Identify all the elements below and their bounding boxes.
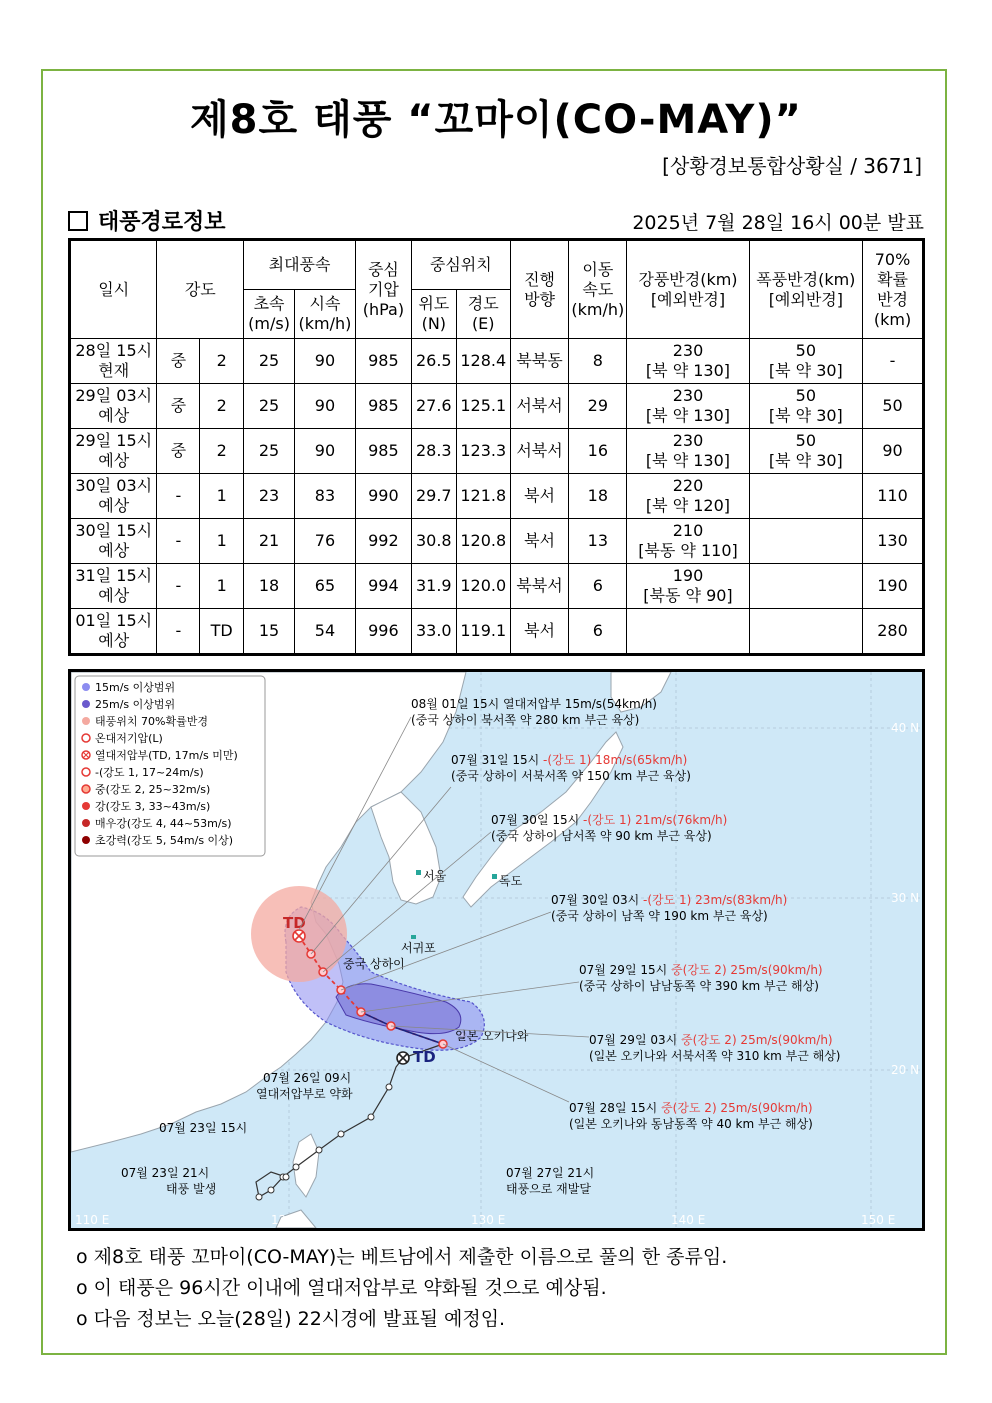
- row-type: 예상: [98, 541, 130, 560]
- header-max-wind: 최대풍속: [244, 240, 356, 290]
- legend-extratropical: 온대저기압(L): [95, 732, 163, 745]
- legend-grade-2: 중(강도 2, 25~32m/s): [95, 783, 211, 796]
- annotation-0730-15: 07월 30일 15시 -(강도 1) 21m/s(76km/h): [491, 813, 728, 827]
- annotation-0730-15-sub: (중국 상하이 남서쪽 약 90 km 부근 육상): [491, 829, 712, 843]
- row-storm: 50: [795, 341, 817, 360]
- map-legend: [75, 676, 265, 856]
- legend-grade-4: 매우강(강도 4, 44~53m/s): [95, 817, 232, 830]
- legend-15ms: 15m/s 이상범위: [95, 681, 176, 694]
- storm-radius-cell: [749, 384, 862, 429]
- strong-radius-cell: [627, 429, 749, 474]
- probability-cell: 110: [863, 474, 924, 519]
- table-row: [70, 564, 924, 609]
- legend-grade-1: -(강도 1, 17~24m/s): [95, 766, 204, 779]
- level-cell: 1: [200, 474, 244, 519]
- row-date: 29일 03시: [75, 386, 153, 405]
- level-cell: 2: [200, 339, 244, 384]
- legend-probability: 태풍위치 70%확률반경: [95, 715, 208, 728]
- table-body: [70, 339, 924, 655]
- row-type: 예상: [98, 451, 130, 470]
- note-1: o 제8호 태풍 꼬마이(CO-MAY)는 베트남에서 제출한 이름으로 풀의 한 종류임.: [76, 1246, 728, 1268]
- level-cell: 2: [200, 429, 244, 474]
- past-0727: 07월 27일 21시: [506, 1166, 595, 1180]
- lon-cell: 125.1: [456, 384, 510, 429]
- lon-label-120: 120 E: [271, 1213, 306, 1227]
- pressure-cell: 985: [355, 384, 411, 429]
- table-row: [70, 609, 924, 655]
- row-date: 28일 15시: [75, 341, 153, 360]
- past-0723-21-sub: 태풍 발생: [166, 1182, 217, 1196]
- place-dokdo: 독도: [499, 874, 523, 888]
- row-date: 30일 03시: [75, 476, 153, 495]
- kmh-cell: 90: [295, 384, 356, 429]
- row-type: 예상: [98, 586, 130, 605]
- issued-time: 2025년 7월 28일 16시 00분 발표: [632, 212, 924, 234]
- grade-cell: 중: [157, 339, 200, 384]
- header-strong-radius: 강풍반경(km) [예외반경]: [627, 240, 749, 339]
- storm-radius-cell: [749, 564, 862, 609]
- legend-25ms: 25m/s 이상범위: [95, 698, 176, 711]
- notes: [76, 1242, 727, 1335]
- row-type: 예상: [98, 496, 130, 515]
- annotation-0730-03: 07월 30일 03시 -(강도 1) 23m/s(83km/h): [551, 893, 788, 907]
- kmh-cell: 54: [295, 609, 356, 655]
- row-strong-ex: [북 약 130]: [645, 406, 731, 425]
- kmh-cell: 76: [295, 519, 356, 564]
- lon-label-110: 110 E: [75, 1213, 110, 1227]
- lat-cell: 27.6: [411, 384, 456, 429]
- strong-radius-cell: [627, 474, 749, 519]
- legend-td: 열대저압부(TD, 17m/s 미만): [95, 749, 238, 762]
- dokdo-marker-icon: [492, 874, 497, 879]
- date-cell: [70, 339, 157, 384]
- ms-cell: 25: [244, 339, 295, 384]
- ms-cell: 21: [244, 519, 295, 564]
- probability-cell: 280: [863, 609, 924, 655]
- row-strong: 230: [672, 386, 704, 405]
- direction-cell: 북북서: [510, 564, 569, 609]
- lat-cell: 33.0: [411, 609, 456, 655]
- header-ms: 초속 (m/s): [244, 290, 295, 339]
- row-type: 예상: [98, 631, 130, 650]
- header-time: 일시: [70, 240, 157, 339]
- grade-cell: -: [157, 474, 200, 519]
- past-0723-21: 07월 23일 21시: [121, 1166, 210, 1180]
- level-cell: 1: [200, 519, 244, 564]
- note-2: o 이 태풍은 96시간 이내에 열대저압부로 약화될 것으로 예상됨.: [76, 1277, 607, 1299]
- row-date: 29일 15시: [75, 431, 153, 450]
- lon-cell: 123.3: [456, 429, 510, 474]
- strong-radius-cell: [627, 339, 749, 384]
- ms-cell: 25: [244, 384, 295, 429]
- annotation-0729-15: 07월 29일 15시 중(강도 2) 25m/s(90km/h): [579, 963, 823, 977]
- speed-cell: 16: [569, 429, 627, 474]
- date-cell: [70, 429, 157, 474]
- legend-grade-3: 강(강도 3, 33~43m/s): [95, 800, 211, 813]
- td-past-marker-icon: [397, 1052, 409, 1064]
- direction-cell: 북북동: [510, 339, 569, 384]
- date-cell: [70, 564, 157, 609]
- header-pressure: 중심 기압 (hPa): [355, 240, 411, 339]
- probability-cell: 50: [863, 384, 924, 429]
- row-type: 현재: [98, 361, 130, 380]
- pressure-cell: 992: [355, 519, 411, 564]
- pressure-cell: 990: [355, 474, 411, 519]
- typhoon-track-map: [68, 669, 925, 1231]
- probability-cell: 130: [863, 519, 924, 564]
- pressure-cell: 985: [355, 339, 411, 384]
- department-label: [상황경보통합상황실 / 3671]: [662, 154, 922, 178]
- date-cell: [70, 384, 157, 429]
- direction-cell: 북서: [510, 474, 569, 519]
- header-position: 중심위치: [411, 240, 510, 290]
- annotation-0728: 07월 28일 15시 중(강도 2) 25m/s(90km/h): [569, 1101, 813, 1115]
- table-row: [70, 474, 924, 519]
- place-shanghai: 중국 상하이: [343, 957, 405, 971]
- kmh-cell: 90: [295, 429, 356, 474]
- header-speed: 이동 속도 (km/h): [569, 240, 627, 339]
- past-0727-sub: 태풍으로 재발달: [506, 1182, 591, 1196]
- section-title: [68, 205, 226, 236]
- map-canvas: [71, 672, 922, 1228]
- header-direction: 진행 방향: [510, 240, 569, 339]
- lon-cell: 121.8: [456, 474, 510, 519]
- ms-cell: 15: [244, 609, 295, 655]
- annotation-0801: 08월 01일 15시 열대저압부 15m/s(54km/h): [411, 697, 657, 711]
- page-title: 제8호 태풍 “꼬마이(CO-MAY)”: [190, 97, 802, 143]
- pressure-cell: 994: [355, 564, 411, 609]
- row-strong: 210: [672, 521, 704, 540]
- speed-cell: 13: [569, 519, 627, 564]
- storm-radius-cell: [749, 429, 862, 474]
- seoul-marker-icon: [416, 870, 421, 875]
- strong-radius-cell: [627, 384, 749, 429]
- header-intensity: 강도: [157, 240, 244, 339]
- ms-cell: 18: [244, 564, 295, 609]
- row-storm-ex: [북 약 30]: [768, 361, 843, 380]
- direction-cell: 서북서: [510, 429, 569, 474]
- row-strong-ex: [북동 약 90]: [643, 586, 733, 605]
- annotation-0731: 07월 31일 15시 -(강도 1) 18m/s(65km/h): [451, 753, 688, 767]
- kmh-cell: 65: [295, 564, 356, 609]
- row-type: 예상: [98, 406, 130, 425]
- date-cell: [70, 519, 157, 564]
- direction-cell: 북서: [510, 519, 569, 564]
- legend-grade-5: 초강력(강도 5, 54m/s 이상): [95, 834, 234, 847]
- annotation-0729-03-sub: (일본 오키나와 서북서쪽 약 310 km 부근 해상): [589, 1049, 841, 1063]
- table-header-row: [70, 240, 924, 290]
- place-seoul: 서울: [423, 869, 447, 883]
- place-seogwipo: 서귀포: [401, 941, 436, 955]
- storm-radius-cell: [749, 609, 862, 655]
- row-storm-ex: [북 약 30]: [768, 406, 843, 425]
- row-date: 31일 15시: [75, 566, 153, 585]
- storm-radius-cell: [749, 339, 862, 384]
- kmh-cell: 90: [295, 339, 356, 384]
- grade-cell: -: [157, 519, 200, 564]
- row-date: 01일 15시: [75, 611, 153, 630]
- row-strong: 230: [672, 341, 704, 360]
- lat-label-40: 40 N: [891, 721, 920, 735]
- td-label-forecast: TD: [283, 914, 306, 932]
- table-row: [70, 339, 924, 384]
- td-label-past: TD: [413, 1048, 436, 1066]
- table-row: [70, 429, 924, 474]
- lon-cell: 120.0: [456, 564, 510, 609]
- grade-cell: 중: [157, 429, 200, 474]
- level-cell: TD: [200, 609, 244, 655]
- place-okinawa: 일본 오키나와: [455, 1029, 529, 1043]
- lat-cell: 31.9: [411, 564, 456, 609]
- kmh-cell: 83: [295, 474, 356, 519]
- note-3: o 다음 정보는 오늘(28일) 22시경에 발표될 예정임.: [76, 1308, 506, 1330]
- lon-label-150: 150 E: [861, 1213, 896, 1227]
- speed-cell: 6: [569, 564, 627, 609]
- lon-cell: 120.8: [456, 519, 510, 564]
- grade-cell: -: [157, 564, 200, 609]
- lon-cell: 119.1: [456, 609, 510, 655]
- row-storm: 50: [795, 431, 817, 450]
- grade-cell: 중: [157, 384, 200, 429]
- lon-label-130: 130 E: [471, 1213, 506, 1227]
- header-lon: 경도 (E): [456, 290, 510, 339]
- annotation-0728-sub: (일본 오키나와 동남동쪽 약 40 km 부근 해상): [569, 1117, 813, 1131]
- row-strong: 220: [672, 476, 704, 495]
- annotation-0729-03: 07월 29일 03시 중(강도 2) 25m/s(90km/h): [589, 1033, 833, 1047]
- row-strong: 230: [672, 431, 704, 450]
- row-storm-ex: [북 약 30]: [768, 451, 843, 470]
- table-row: [70, 519, 924, 564]
- past-0726-sub: 열대저압부로 약화: [256, 1087, 353, 1101]
- row-strong-ex: [북동 약 110]: [638, 541, 738, 560]
- strong-radius-cell: [627, 519, 749, 564]
- row-strong-ex: [북 약 130]: [645, 361, 731, 380]
- annotation-0801-sub: (중국 상하이 북서쪽 약 280 km 부근 육상): [411, 713, 640, 727]
- lat-label-30: 30 N: [891, 891, 920, 905]
- seogwipo-marker-icon: [411, 935, 416, 939]
- lat-cell: 26.5: [411, 339, 456, 384]
- pressure-cell: 996: [355, 609, 411, 655]
- grade-cell: -: [157, 609, 200, 655]
- row-strong-ex: [북 약 120]: [645, 496, 731, 515]
- lat-label-20: 20 N: [891, 1063, 920, 1077]
- row-date: 30일 15시: [75, 521, 153, 540]
- annotation-0729-15-sub: (중국 상하이 남남동쪽 약 390 km 부근 해상): [579, 979, 819, 993]
- direction-cell: 북서: [510, 609, 569, 655]
- header-lat: 위도 (N): [411, 290, 456, 339]
- past-0723-15: 07월 23일 15시: [159, 1121, 248, 1135]
- level-cell: 2: [200, 384, 244, 429]
- pressure-cell: 985: [355, 429, 411, 474]
- speed-cell: 8: [569, 339, 627, 384]
- storm-radius-cell: [749, 519, 862, 564]
- level-cell: 1: [200, 564, 244, 609]
- lat-cell: 30.8: [411, 519, 456, 564]
- table-row: [70, 384, 924, 429]
- track-table: [68, 238, 925, 656]
- row-strong: 190: [672, 566, 704, 585]
- lon-label-140: 140 E: [671, 1213, 706, 1227]
- speed-cell: 6: [569, 609, 627, 655]
- section-title-text: 태풍경로정보: [98, 210, 226, 235]
- past-0726: 07월 26일 09시: [263, 1071, 352, 1085]
- strong-radius-cell: [627, 609, 749, 655]
- probability-cell: 190: [863, 564, 924, 609]
- probability-cell: -: [863, 339, 924, 384]
- annotation-0731-sub: (중국 상하이 서북서쪽 약 150 km 부근 육상): [451, 769, 691, 783]
- annotation-0730-03-sub: (중국 상하이 남쪽 약 190 km 부근 육상): [551, 909, 768, 923]
- date-cell: [70, 609, 157, 655]
- probability-cell: 90: [863, 429, 924, 474]
- speed-cell: 29: [569, 384, 627, 429]
- header-probability: 70% 확률 반경 (km): [863, 240, 924, 339]
- lat-cell: 28.3: [411, 429, 456, 474]
- lat-cell: 29.7: [411, 474, 456, 519]
- direction-cell: 서북서: [510, 384, 569, 429]
- ms-cell: 23: [244, 474, 295, 519]
- checkbox-icon: [68, 211, 88, 231]
- ms-cell: 25: [244, 429, 295, 474]
- header-kmh: 시속 (km/h): [295, 290, 356, 339]
- storm-radius-cell: [749, 474, 862, 519]
- strong-radius-cell: [627, 564, 749, 609]
- date-cell: [70, 474, 157, 519]
- header-storm-radius: 폭풍반경(km) [예외반경]: [749, 240, 862, 339]
- speed-cell: 18: [569, 474, 627, 519]
- row-strong-ex: [북 약 130]: [645, 451, 731, 470]
- row-storm: 50: [795, 386, 817, 405]
- lon-cell: 128.4: [456, 339, 510, 384]
